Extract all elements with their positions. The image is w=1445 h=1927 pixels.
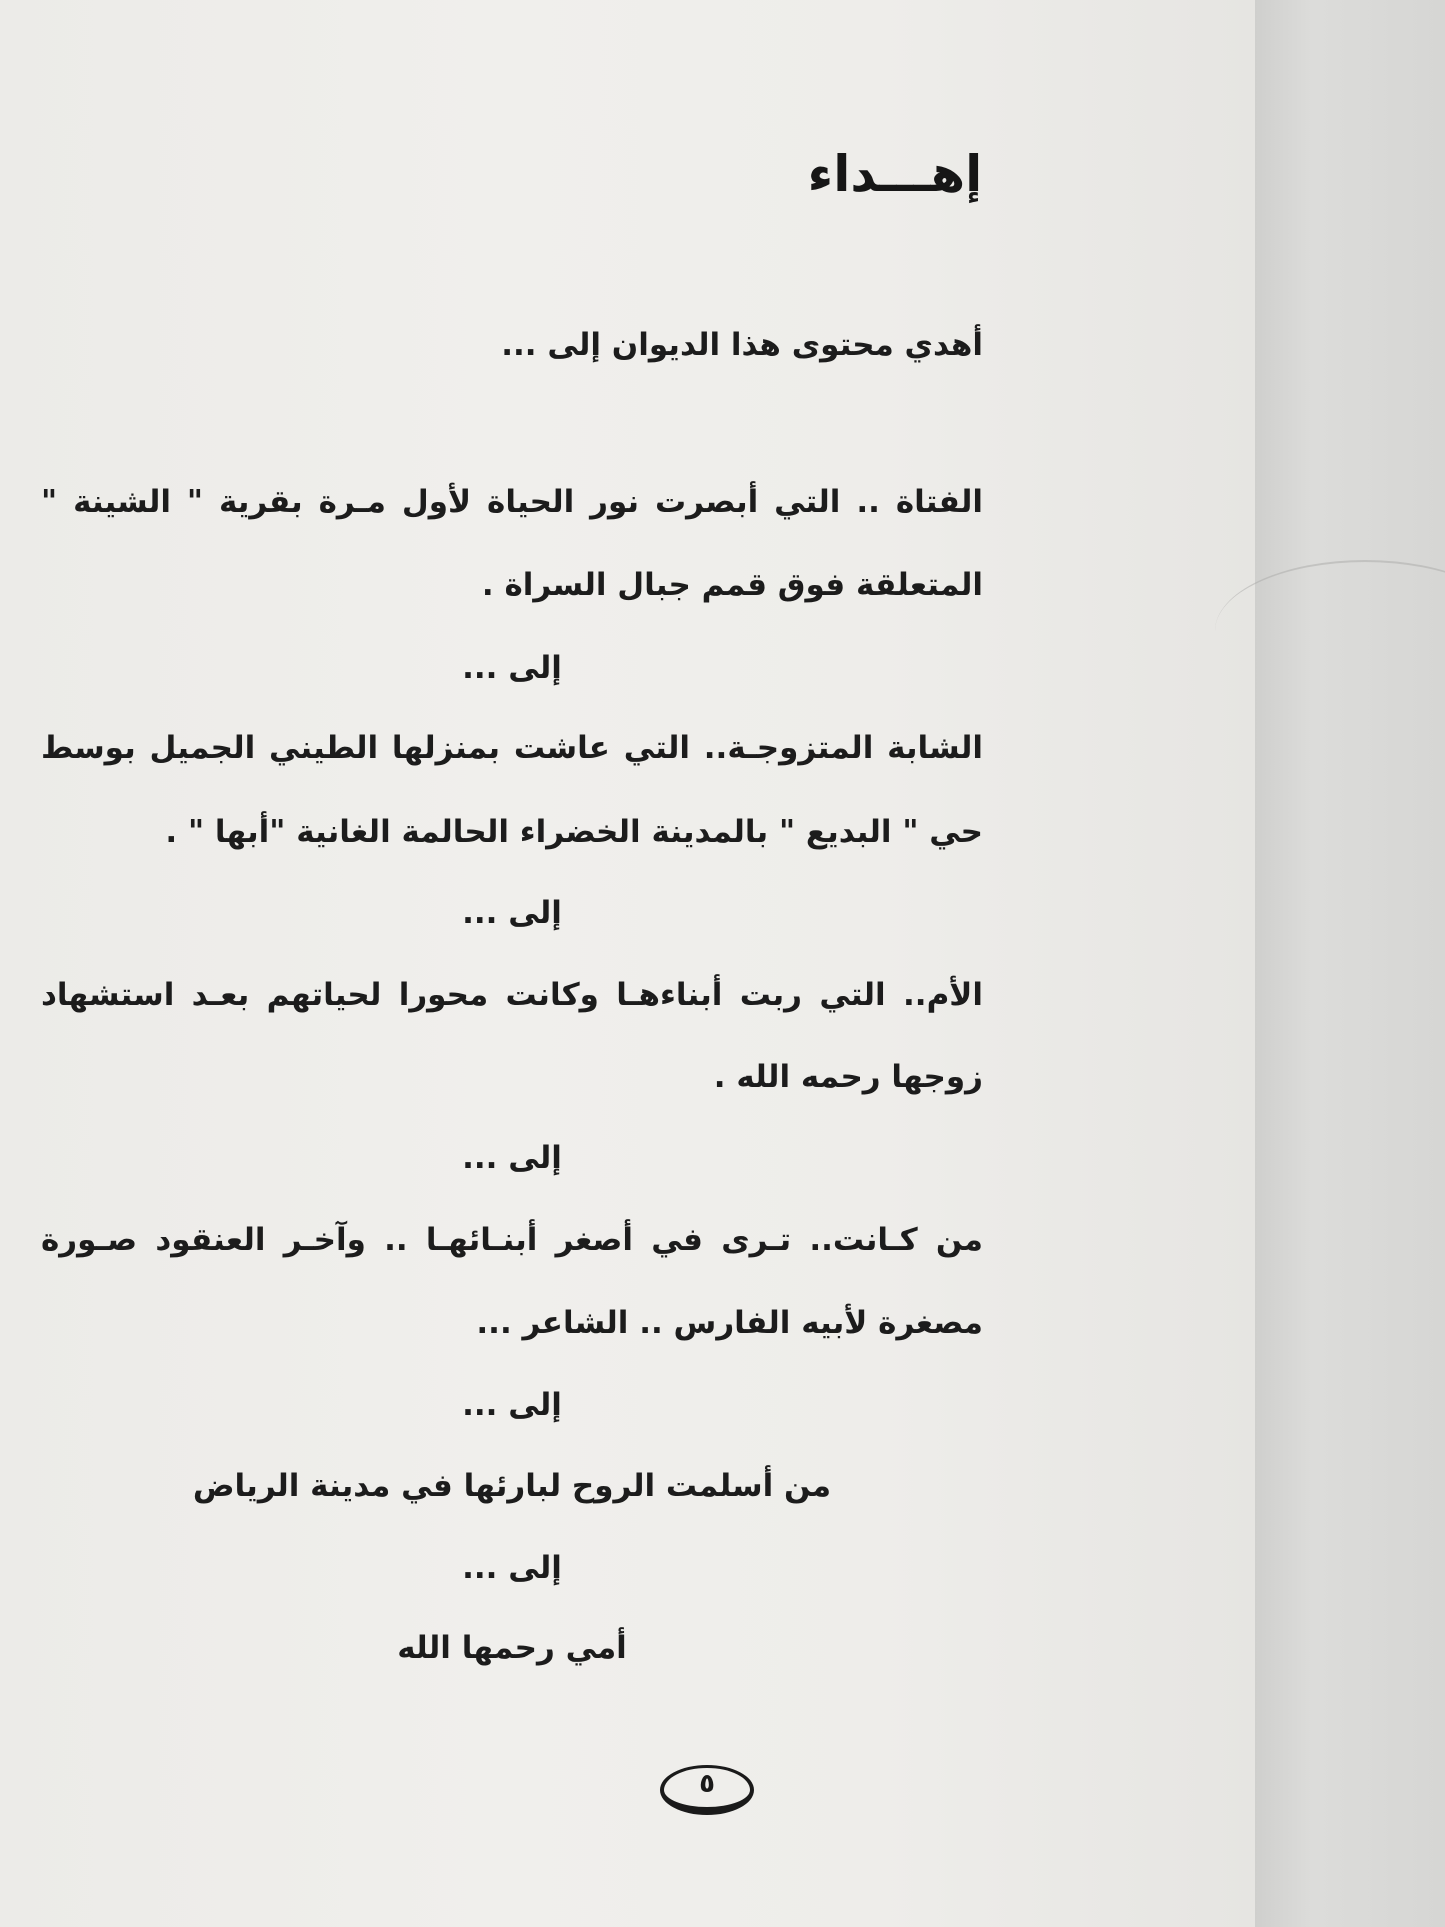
page-number-badge	[660, 1765, 760, 1825]
dedication-closing: أمي رحمها الله	[397, 1630, 627, 1666]
dedication-line: مصغرة لأبيه الفارس .. الشاعر ...	[476, 1305, 983, 1341]
page-title: إهـــداء	[807, 145, 983, 203]
dedication-separator: إلى ...	[462, 1550, 562, 1586]
adjacent-page-edge	[1255, 0, 1445, 1927]
page-number: ٥	[699, 1769, 715, 1799]
dedication-separator: إلى ...	[462, 1140, 562, 1176]
dedication-line: من كـانت.. تـرى في أصغر أبنـائهـا .. وآخـر العنقود صـورة	[41, 1222, 983, 1258]
dedication-line: المتعلقة فوق قمم جبال السراة .	[481, 567, 983, 603]
dedication-line: الشابة المتزوجـة.. التي عاشت بمنزلها الطيني الجميل بوسط	[41, 730, 983, 766]
dedication-separator: إلى ...	[462, 1387, 562, 1423]
dedication-intro: أهدي محتوى هذا الديوان إلى ...	[501, 327, 983, 363]
dedication-line: حي " البديع " بالمدينة الخضراء الحالمة الغانية "أبها " .	[165, 814, 983, 850]
dedication-line: زوجها رحمه الله .	[713, 1059, 983, 1095]
dedication-line: الفتاة .. التي أبصرت نور الحياة لأول مـرة بقرية " الشينة "	[41, 484, 983, 520]
dedication-separator: إلى ...	[462, 650, 562, 686]
dedication-separator: إلى ...	[462, 895, 562, 931]
dedication-line: من أسلمت الروح لبارئها في مدينة الرياض	[192, 1468, 832, 1504]
dedication-line: الأم.. التي ربت أبناءهـا وكانت محورا لحياتهم بعـد استشهاد	[41, 977, 983, 1013]
